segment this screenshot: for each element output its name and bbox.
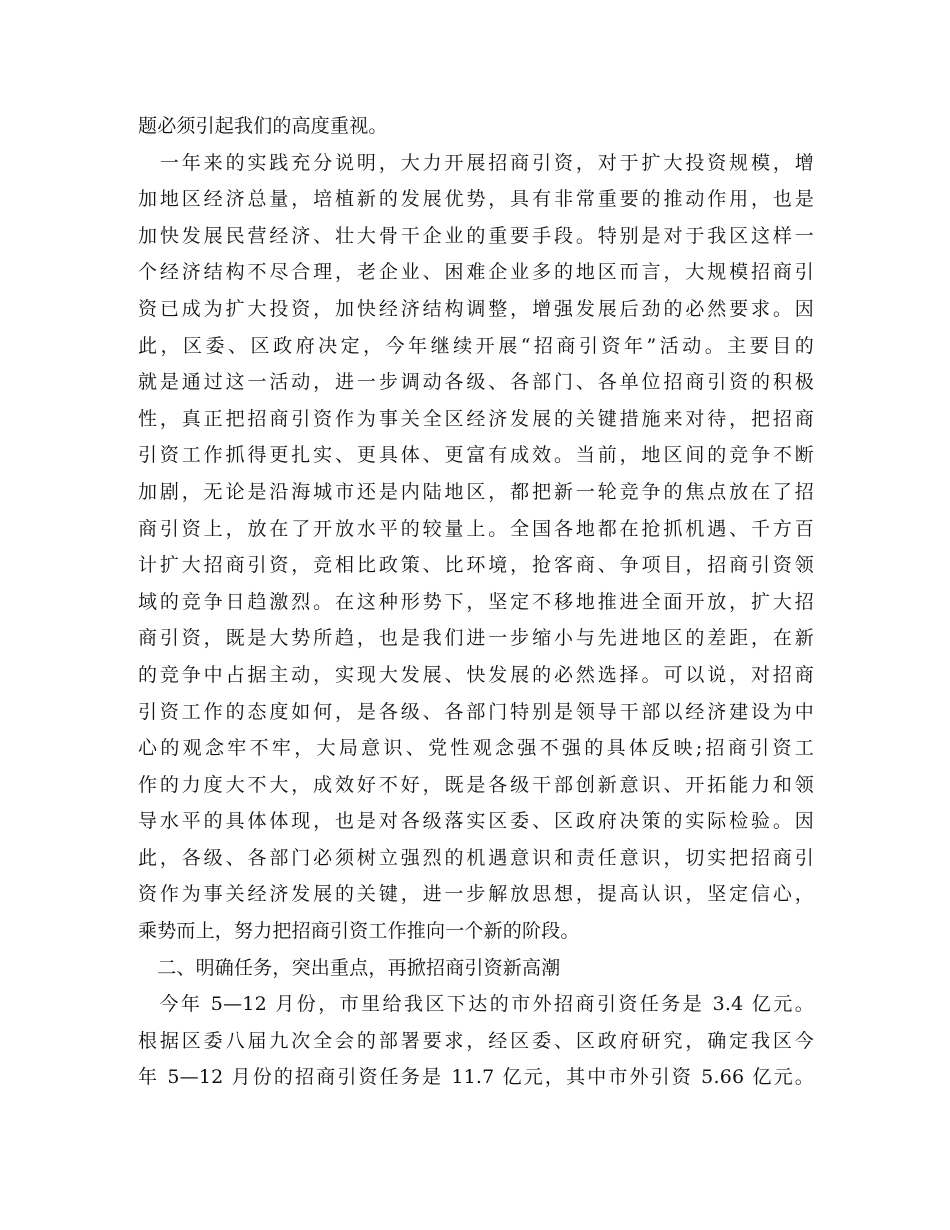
text-line: 乘势而上，努力把招商引资工作推向一个新的阶段。 (138, 920, 580, 943)
text-line: 商引资，既是大势所趋，也是我们进一步缩小与先进地区的差距，在新 (138, 627, 814, 650)
text-line: 商引资上，放在了开放水平的较量上。全国各地都在抢抓机遇、千方百 (138, 517, 814, 540)
text-line: 作的力度大不大，成效好不好，既是各级干部创新意识、开拓能力和领 (138, 773, 814, 796)
text-line: 的竞争中占据主动，实现大发展、快发展的必然选择。可以说，对招商 (138, 663, 814, 686)
text-line: 资作为事关经济发展的关键，进一步解放思想，提高认识，坚定信心， (138, 883, 814, 906)
text-line: 今年 5—12 月份，市里给我区下达的市外招商引资任务是 3.4 亿元。 (138, 993, 814, 1016)
text-line: 计扩大招商引资，竞相比政策、比环境，抢客商、争项目，招商引资领 (138, 554, 814, 577)
text-line: 导水平的具体体现，也是对各级落实区委、区政府决策的实际检验。因 (138, 810, 814, 833)
text-line: 二、明确任务，突出重点，再掀招商引资新高潮 (138, 956, 561, 979)
text-line: 资已成为扩大投资，加快经济结构调整，增强发展后劲的必然要求。因 (138, 297, 814, 320)
text-line: 此，各级、各部门必须树立强烈的机遇意识和责任意识，切实把招商引 (138, 846, 814, 869)
text-line: 引资工作抓得更扎实、更具体、更富有成效。当前，地区间的竞争不断 (138, 444, 814, 467)
text-line: 一年来的实践充分说明，大力开展招商引资，对于扩大投资规模，增 (138, 151, 814, 174)
text-line: 加剧，无论是沿海城市还是内陆地区，都把新一轮竞争的焦点放在了招 (138, 480, 814, 503)
text-line: 加快发展民营经济、壮大骨干企业的重要手段。特别是对于我区这样一 (138, 224, 814, 247)
text-line: 题必须引起我们的高度重视。 (138, 115, 388, 137)
document-body (138, 108, 814, 1096)
text-line: 年 5—12 月份的招商引资任务是 11.7 亿元，其中市外引资 5.66 亿元。 (138, 1066, 814, 1089)
text-line: 心的观念牢不牢，大局意识、党性观念强不强的具体反映;招商引资工 (138, 737, 814, 760)
text-line: 加地区经济总量，培植新的发展优势，具有非常重要的推动作用，也是 (138, 188, 814, 211)
text-line: 个经济结构不尽合理，老企业、困难企业多的地区而言，大规模招商引 (138, 261, 814, 284)
text-line: 根据区委八届九次全会的部署要求，经区委、区政府研究，确定我区今 (138, 1029, 814, 1052)
text-line: 域的竞争日趋激烈。在这种形势下，坚定不移地推进全面开放，扩大招 (138, 590, 814, 613)
text-line: 就是通过这一活动，进一步调动各级、各部门、各单位招商引资的积极 (138, 371, 814, 394)
text-line: 引资工作的态度如何，是各级、各部门特别是领导干部以经济建设为中 (138, 700, 814, 723)
text-line: 性，真正把招商引资作为事关全区经济发展的关键措施来对待，把招商 (138, 407, 814, 430)
text-line: 此，区委、区政府决定，今年继续开展“招商引资年”活动。主要目的 (138, 334, 814, 357)
